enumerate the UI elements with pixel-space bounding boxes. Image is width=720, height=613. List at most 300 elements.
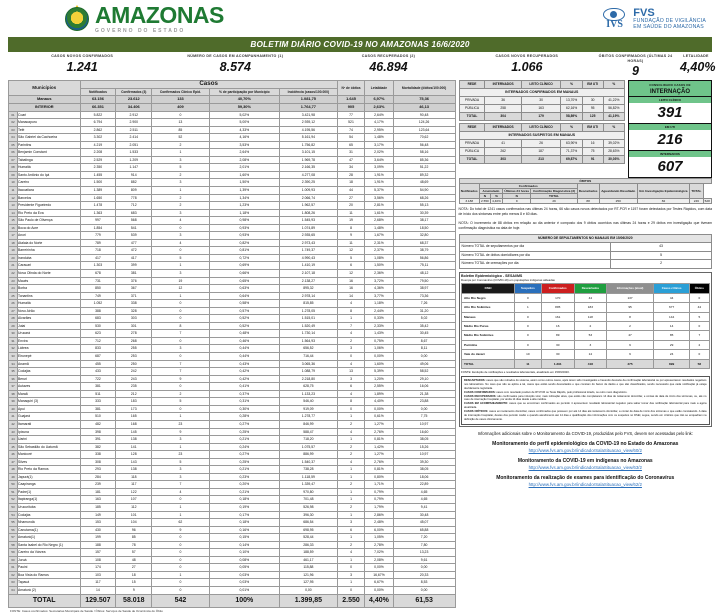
cell-value: 3 <box>152 473 210 481</box>
cell-value: 0,08% <box>209 556 279 564</box>
cell-value: 63,90% <box>561 140 582 148</box>
cell-value: 1,60% <box>209 171 279 179</box>
cell-value: 9 <box>116 586 152 594</box>
row-index: 53 <box>9 503 18 511</box>
cell-value: 44 <box>690 303 709 312</box>
table-row <box>9 541 456 549</box>
row-index: 63 <box>9 579 18 587</box>
cell-value: 0 <box>515 321 542 330</box>
cell-notificados: 63.156 <box>80 96 116 104</box>
cell-value: 0 <box>337 586 364 594</box>
cell-value: 49,06 <box>393 360 455 368</box>
cell-value: 8 <box>152 322 210 330</box>
cell-value: 2.107,18 <box>279 270 337 278</box>
cell-value: 0,42% <box>209 368 279 376</box>
cell-value: 0,00 <box>393 353 455 361</box>
cell-value: 8,11 <box>393 345 455 353</box>
monitoring-link[interactable]: http://www.fvs.am.gov.br/indicadorSalaSituacao_view/62/2 <box>528 482 642 488</box>
cell-value: 2,08% <box>365 556 393 564</box>
cell-value: 546,40 <box>279 398 337 406</box>
municipio-name: Santa Isabel do Rio Negro (1) <box>18 541 81 549</box>
table-row <box>9 202 456 210</box>
municipio-name: Parintins <box>18 141 81 149</box>
cell-value: TOTAL <box>459 156 485 164</box>
cell-value: 3,09% <box>365 164 393 172</box>
cell-value: 15 <box>116 579 152 587</box>
cell-value: 2,02% <box>365 149 393 157</box>
cell-obitos: 1.645 <box>337 96 364 104</box>
cell-value: 255 <box>116 345 152 353</box>
cell-value: 1.074,89 <box>279 224 337 232</box>
cell-value: 56,48 <box>393 141 455 149</box>
cell-value: 96 <box>116 526 152 534</box>
municipio-name: Amaturá(1) <box>18 534 81 542</box>
cell-value: 2,31% <box>365 239 393 247</box>
row-index: 02 <box>9 119 18 127</box>
link-block-2 <box>459 475 712 487</box>
table-row <box>9 413 456 421</box>
cell-value: 4 <box>337 549 364 557</box>
table-row <box>9 209 456 217</box>
cell-value: 121,96 <box>279 571 337 579</box>
cell-value: 62,16% <box>561 105 582 113</box>
cell-value: 511 <box>80 390 116 398</box>
cell-value: 117 <box>116 481 152 489</box>
row-index: 55 <box>9 519 18 527</box>
cell-value: 2,48% <box>365 519 393 527</box>
municipio-name: Lábrea <box>18 345 81 353</box>
table-row <box>9 270 456 278</box>
cell-value: 91 <box>582 156 603 164</box>
cell-value: 243 <box>116 375 152 383</box>
cell-value: 38,05 <box>393 466 455 474</box>
cell-value: 5,02% <box>209 111 279 119</box>
fvs-title: FVS <box>633 6 655 19</box>
cell-value: 10,97 <box>393 420 455 428</box>
cell-value: 0,18% <box>209 519 279 527</box>
cell-value: 170 <box>541 293 574 302</box>
row-index: 33 <box>9 353 18 361</box>
cell-value: 716,44 <box>279 353 337 361</box>
cell-value: 2 <box>337 337 364 345</box>
table-row <box>459 148 624 156</box>
cell-value: 0,66% <box>209 270 279 278</box>
cell-value: 52 <box>152 134 210 142</box>
cell-value: 2,76% <box>365 428 393 436</box>
obitos-caption: ÓBITOS <box>459 179 711 184</box>
cell-value: 8,67 <box>393 337 455 345</box>
internados-confirmados-body <box>459 97 624 121</box>
cell-value: 54,90 <box>393 187 455 195</box>
municipio-name: Pauini <box>18 564 81 572</box>
table-row <box>9 398 456 406</box>
cell-value: 1,06% <box>365 345 393 353</box>
row-index: 18 <box>9 239 18 247</box>
table-row <box>9 428 456 436</box>
cell-value: 18,06 <box>393 473 455 481</box>
cell-value: 30 <box>541 340 574 349</box>
cell-value: 0,28% <box>209 413 279 421</box>
cell-value: 809 <box>116 187 152 195</box>
cell-value: 1.391 <box>541 359 574 368</box>
cell-value: 391 <box>80 436 116 444</box>
cell-value: 2 <box>152 390 210 398</box>
cell-value: 4 <box>152 488 210 496</box>
cell-value: 31 <box>337 149 364 157</box>
cell-value: 5,02 <box>393 315 455 323</box>
cell-value: 0,57% <box>209 307 279 315</box>
cell-value: 5.161,94 <box>279 134 337 142</box>
cell-value: 4.219 <box>80 141 116 149</box>
cell-mort: 46,13 <box>393 103 455 111</box>
cell-value: 28 <box>337 171 364 179</box>
table-row <box>9 458 456 466</box>
cell-value: 4 <box>337 458 364 466</box>
table-row <box>9 262 456 270</box>
cell-value: 2 <box>337 481 364 489</box>
cell-value: 0,14% <box>209 541 279 549</box>
row-index: 16 <box>9 224 18 232</box>
row-index: 21 <box>9 262 18 270</box>
cell-value: 0,72% <box>209 254 279 262</box>
municipio-name: Beruri <box>18 375 81 383</box>
cell-value: 9 <box>607 350 654 359</box>
table-row <box>459 260 711 269</box>
cell-value: 3 <box>152 345 210 353</box>
cell-value: 5 <box>337 254 364 262</box>
column-header: % <box>561 124 582 132</box>
cell-obitos: 905 <box>337 103 364 111</box>
cell-value: 253 <box>116 353 152 361</box>
column-header: REDE <box>459 81 485 89</box>
cell-value: 185 <box>80 503 116 511</box>
cell-value: 0,00% <box>365 586 393 594</box>
cell-value: 2.208 <box>80 149 116 157</box>
row-index: 29 <box>9 322 18 330</box>
kpi-label: NÚMERO DE CASOS EM ACOMPANHAMENTO (1) <box>187 54 284 58</box>
cell-value: PRIVADA <box>459 97 485 105</box>
cell-value: 303 <box>485 156 521 164</box>
table-row <box>9 194 456 202</box>
cell-notificados: 66.351 <box>80 103 116 111</box>
cell-value: 14 <box>574 350 606 359</box>
cell-value: 530 <box>80 322 116 330</box>
cell-value: 1.052 <box>80 300 116 308</box>
cell-value: 30,48 <box>393 511 455 519</box>
indigenas-body <box>462 293 709 368</box>
cell-value: 29 <box>654 340 690 349</box>
cell-value: 62 <box>152 519 210 527</box>
link-caption: Monitoramento do perfil epidemiológico da COVID-19 no Estado do Amazonas <box>492 441 679 448</box>
cell-value: 1.730,14 <box>279 330 337 338</box>
cell-value: 303 <box>116 315 152 323</box>
cell-value: 0,93% <box>209 224 279 232</box>
obitos-col-ultimas24-v: N <box>503 194 531 199</box>
cell-value: 381 <box>80 383 116 391</box>
cell-value: 85 <box>152 126 210 134</box>
cell-value: 0 <box>515 331 542 340</box>
cell-value: 1.969,78 <box>279 156 337 164</box>
cell-value: 2,95% <box>365 126 393 134</box>
cell-value: 0,16% <box>209 526 279 534</box>
cell-value: 137 <box>607 293 654 302</box>
cell-value: 997 <box>80 217 116 225</box>
cell-value: 38,79 <box>393 247 455 255</box>
cell-value: 144 <box>654 312 690 321</box>
cell-value: 381 <box>116 270 152 278</box>
cell-value: 138 <box>116 466 152 474</box>
cell-value: 1 <box>337 315 364 323</box>
cell-value: 143 <box>116 458 152 466</box>
cell-value: 5,00% <box>209 119 279 127</box>
table-row <box>9 466 456 474</box>
cell-value: 35,42 <box>393 322 455 330</box>
cell-value: 24 <box>654 350 690 359</box>
kpi-label: CASOS NOVOS RECUPERADOS <box>495 54 559 58</box>
cell-value: 8 <box>337 307 364 315</box>
row-index: 01 <box>9 111 18 119</box>
cell-value: 1 <box>337 473 364 481</box>
cell-value: 11 <box>337 239 364 247</box>
municipio-name: Uarini <box>18 436 81 444</box>
cell-value: 1.389 <box>80 187 116 195</box>
cell-value: 8,53 <box>393 579 455 587</box>
row-index: 10 <box>9 179 18 187</box>
cell-value: 3.421,98 <box>279 111 337 119</box>
row-index: 41 <box>9 413 18 421</box>
cell-inc: 1.764,77 <box>279 103 337 111</box>
cell-value: 3 <box>152 436 210 444</box>
cell-value: 0,23% <box>209 473 279 481</box>
monitoring-link[interactable]: http://www.fvs.am.gov.br/indicadorSalaSituacao_view/60/2 <box>528 448 642 454</box>
table-row <box>459 243 711 252</box>
cell-value: 4,65 <box>393 488 455 496</box>
column-header: INTERNADOS <box>485 124 521 132</box>
cell-value: 698,95 <box>279 526 337 534</box>
cell-value: 95 <box>582 105 603 113</box>
cell-value: 4,33% <box>209 126 279 134</box>
cell-value: 45,07 <box>393 519 455 527</box>
cell-value: 1,50% <box>209 179 279 187</box>
total-label: TOTAL <box>9 594 81 607</box>
cell-value: 2 <box>152 171 210 179</box>
column-header: INTERNADOS <box>485 81 521 89</box>
cell-value: 30 <box>521 97 561 105</box>
col-incidencia: Incidência (casos/100.000) <box>279 88 337 96</box>
cell-value: 125 <box>582 113 603 121</box>
row-index: 58 <box>9 541 18 549</box>
cell-value: 0 <box>152 300 210 308</box>
cell-value: 0,79% <box>365 496 393 504</box>
cell-value: 2.051 <box>116 141 152 149</box>
dsei-name: Alto Rio Solimões <box>462 303 515 312</box>
cell-value: 28,63% <box>603 148 624 156</box>
cell-value: 7 <box>152 368 210 376</box>
cell-value: 0,10% <box>209 549 279 557</box>
cell-value: 30,39 <box>393 209 455 217</box>
cell-value: 0,17% <box>209 511 279 519</box>
cell-value: 461,17 <box>279 556 337 564</box>
note-1: NOTA: O incremento de 88 óbitos em relação ao dia anterior é composto dos 9 óbitos ocorridos nas últimas 24 horas e 29 óbitos em investigação que tiveram confirmação diagnóstica na data de hoje. <box>458 220 712 230</box>
table-row <box>9 488 456 496</box>
municipio-name: Coari <box>18 111 81 119</box>
total-notificados: 129.507 <box>80 594 116 607</box>
monitoring-link[interactable]: http://www.fvs.am.gov.br/indicadorSalaSituacao_view/63/2 <box>528 465 642 471</box>
col-obitos: Nº de óbitos <box>337 81 364 96</box>
fvs-logo <box>603 7 706 31</box>
cell-value: 3.302 <box>80 134 116 142</box>
cell-value: 899 <box>654 359 690 368</box>
cell-value: 381 <box>80 405 116 413</box>
kpi-casos-novos-recuperados <box>463 54 591 78</box>
row-index: 13 <box>9 202 18 210</box>
cell-value: 2 <box>574 321 606 330</box>
column-header: EM UTI <box>582 81 603 89</box>
total-participacao: 100% <box>209 594 279 607</box>
cell-value: 1 <box>152 292 210 300</box>
cell-value: 58,89% <box>561 113 582 121</box>
municipio-name: Santo Antônio do Içá <box>18 171 81 179</box>
table-row <box>9 126 456 134</box>
kpi-casos-recuperados <box>314 54 462 78</box>
cell-value: 1,91% <box>365 171 393 179</box>
cell-value: 588,47 <box>279 428 337 436</box>
cell-value: 7 <box>337 322 364 330</box>
cell-value: 1.650 <box>80 194 116 202</box>
cell-value: 0 <box>152 534 210 542</box>
cell-value: 47 <box>607 331 654 340</box>
note-0: NOTA: Do total de 1241 casos confirmados nas últimas 24 horas, 66 são casos novos detectados por RT-PCR e 1197 foram detectados por Testes Rápidos, com data de início dos sintomas entre pelo menos 8 e 60 dias. <box>458 207 712 217</box>
obitos-col-acum-n: N <box>479 194 490 199</box>
fvs-eye-icon <box>603 7 629 31</box>
cell-value: 779 <box>80 232 116 240</box>
table-row <box>9 315 456 323</box>
cell-value: 3 <box>152 179 210 187</box>
kpi-label: LETALIDADE <box>683 54 709 58</box>
cell-value: 0,98% <box>209 217 279 225</box>
municipio-name: Barcelos <box>18 194 81 202</box>
cell-value: 53 <box>574 331 606 340</box>
table-row <box>462 293 709 302</box>
cell-value: 18 <box>337 179 364 187</box>
cell-value: 0,31% <box>209 398 279 406</box>
table-row <box>9 353 456 361</box>
municipio-name: Iranduba <box>18 254 81 262</box>
cell-value: 0 <box>152 556 210 564</box>
cell-value: 74 <box>337 126 364 134</box>
obitos-col-em-investigacao: Em Investigação Epidemiológica <box>637 184 689 199</box>
sepultamento-value: 2 <box>611 260 712 269</box>
cell-value: 7,75 <box>393 413 455 421</box>
cell-value: 199 <box>80 534 116 542</box>
dsei-name: Alto Rio Negro <box>462 293 515 302</box>
cell-value: 18,50 <box>393 224 455 232</box>
cell-value: 0,58% <box>209 300 279 308</box>
row-index: 48 <box>9 466 18 474</box>
table-row <box>459 251 711 260</box>
cell-value: 163 <box>521 105 561 113</box>
cell-value: 1 <box>515 303 542 312</box>
cell-value: 161 <box>541 312 574 321</box>
cell-value: 4.277,08 <box>279 171 337 179</box>
cell-value: 0,75% <box>365 337 393 345</box>
kpi-strip <box>8 52 716 79</box>
cell-value: 1.088,79 <box>279 368 337 376</box>
bulletin-title-bar: BOLETIM DIÁRIO COVID-19 NO AMAZONAS 16/6/2020 <box>8 37 712 52</box>
obitos-col-total2: TOTAL <box>690 184 703 199</box>
table-row <box>462 312 709 321</box>
cell-value: 0,46% <box>209 337 279 345</box>
municipio-name: Padre(1) <box>18 488 81 496</box>
col-notificados: Notificados <box>80 88 116 96</box>
cell-value: 16 <box>541 321 574 330</box>
cell-value: 914 <box>116 171 152 179</box>
municipio-name: Tabatinga <box>18 156 81 164</box>
municipal-table <box>8 80 456 607</box>
cell-value: 0,01% <box>209 586 279 594</box>
cell-let: 6,97% <box>365 96 393 104</box>
municipio-name: Benjamin Constant <box>18 149 81 157</box>
row-index: 44 <box>9 436 18 444</box>
cell-value: 1,79% <box>365 503 393 511</box>
cell-value: 77 <box>337 111 364 119</box>
cell-value: 1 <box>152 443 210 451</box>
cell-value: 398 <box>80 428 116 436</box>
cell-value: 1 <box>337 488 364 496</box>
cell-value: 48 <box>116 556 152 564</box>
municipio-name: Rio Preto da Ramos <box>18 466 81 474</box>
cell-value: 0,44% <box>209 353 279 361</box>
row-index: 04 <box>9 134 18 142</box>
municipal-table-body <box>9 96 456 594</box>
cell-value: 3 <box>152 232 210 240</box>
link-block-1 <box>459 458 712 470</box>
row-index: 40 <box>9 405 18 413</box>
table-row <box>462 359 709 368</box>
coat-of-arms-icon <box>64 5 90 33</box>
cell-value: 8 <box>337 224 364 232</box>
column-header: EM UTI <box>582 124 603 132</box>
cell-value: 138 <box>116 436 152 444</box>
kpi-value: 9 <box>632 64 639 79</box>
cell-value: 1,60% <box>365 360 393 368</box>
cell-value: 656,52 <box>279 345 337 353</box>
obitos-col-ultimas24: Últimas 24 horas <box>504 189 530 194</box>
table-row <box>9 141 456 149</box>
cell-value: 31,20 <box>393 307 455 315</box>
obitos-values-row <box>459 199 711 204</box>
row-index: 22 <box>9 270 18 278</box>
cell-value: 919,09 <box>279 405 337 413</box>
cell-value: 173 <box>116 405 152 413</box>
dsei-name: Vale do Javari <box>462 350 515 359</box>
cell-value: 38,17 <box>393 217 455 225</box>
cell-value: 75 <box>582 148 603 156</box>
cell-value: 7 <box>152 481 210 489</box>
cell-value: 4.195,56 <box>279 126 337 134</box>
cell-value: 107 <box>116 496 152 504</box>
cell-value: 2,44% <box>365 307 393 315</box>
municipio-name: Tapauá <box>18 579 81 587</box>
cell-value: 39,30 <box>393 458 455 466</box>
cell-value: 21,38 <box>393 390 455 398</box>
cell-value: 258 <box>485 105 521 113</box>
cell-value: 174 <box>80 564 116 572</box>
cell-value: 39,02% <box>603 140 624 148</box>
cell-value: 2,78% <box>365 541 393 549</box>
cell-value: 278 <box>116 330 152 338</box>
cell-value: 0,80% <box>365 473 393 481</box>
